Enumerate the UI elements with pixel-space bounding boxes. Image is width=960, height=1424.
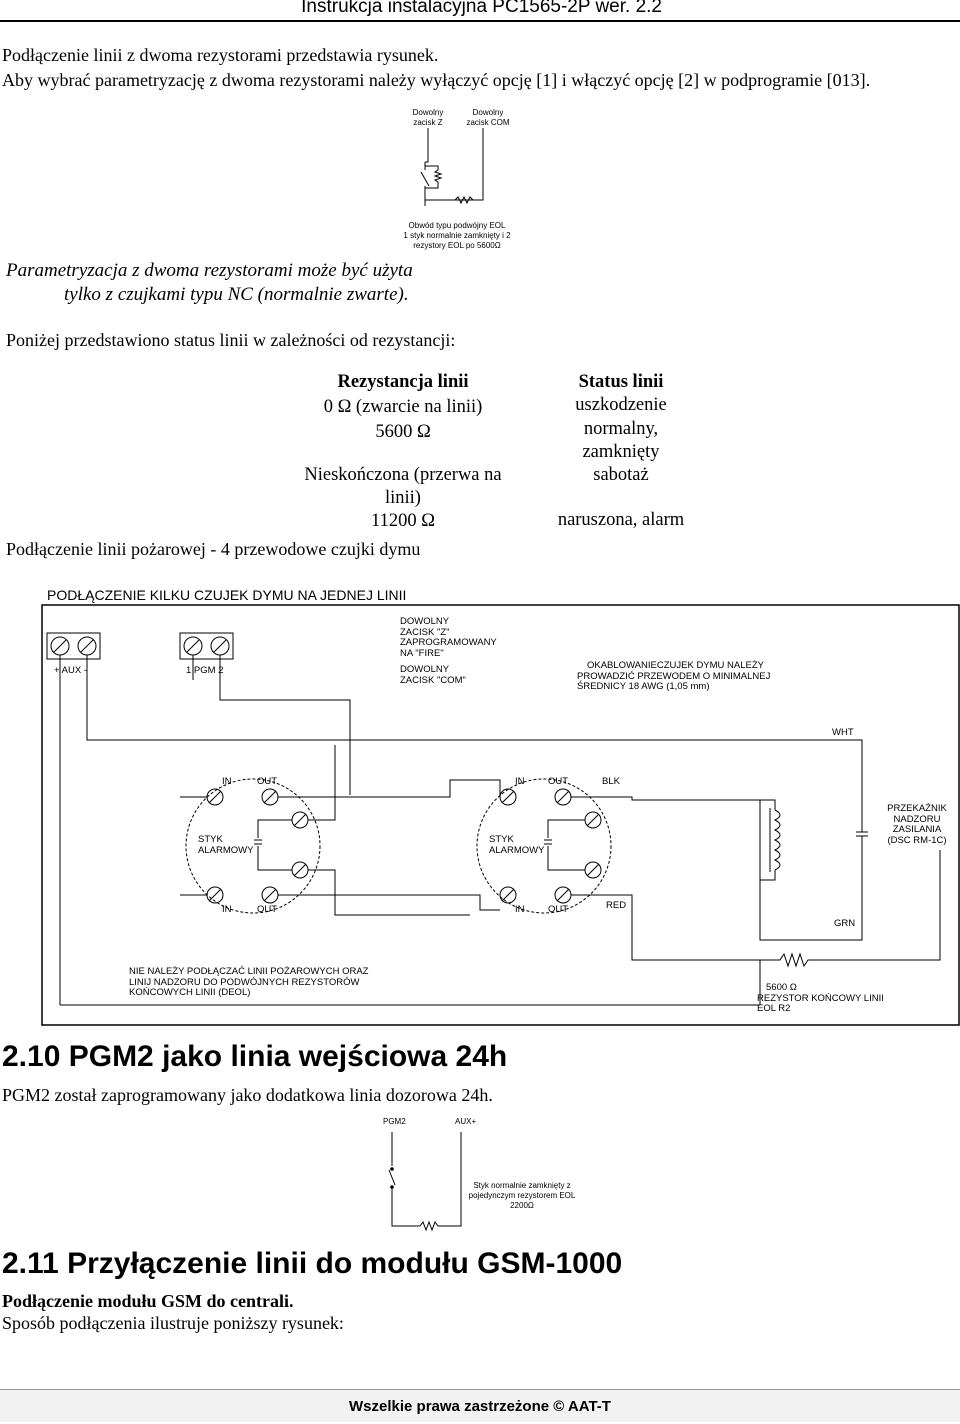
detector-2-out-bottom: OUT <box>548 904 569 915</box>
pgm-label: 1 PGM 2 <box>186 665 224 676</box>
detector-2-out-top: OUT <box>548 776 569 787</box>
zone-z-label: DOWOLNY ZACISK "Z" ZAPROGRAMOWANY NA "FIRE" <box>400 616 497 659</box>
footer: Wszelkie prawa zastrzeżone © AAT-T <box>0 1389 960 1422</box>
section-2-11-heading: 2.11 Przyłączenie linii do modułu GSM-1000 <box>2 1247 623 1280</box>
table-cell-resistance: 11200 Ω <box>371 511 435 531</box>
table-cell-resistance: 0 Ω (zwarcie na linii) <box>323 397 483 417</box>
table-cell-status: naruszona, alarm <box>557 510 685 530</box>
detector-1-in-top: IN <box>222 776 232 787</box>
pgm2-terminal-label: PGM2 <box>383 1117 406 1126</box>
intro-line-2: Aby wybrać parametryzację z dwoma rezystorami należy wyłączyć opcję [1] i włączyć opcję [2] w podprogramie [013]. <box>2 70 871 90</box>
section-2-11-text: Sposób podłączenia ilustruje poniższy rysunek: <box>2 1313 344 1333</box>
document-header: Instrukcja instalacyjna PC1565-2P wer. 2.2 <box>301 0 662 17</box>
pgm2-caption: Styk normalnie zamknięty z pojedynczym rezystorem EOL 2200Ω <box>468 1181 576 1210</box>
zone-com-label: DOWOLNY ZACISK "COM" <box>400 664 466 686</box>
detector-2-contact-label: STYK ALARMOWY <box>489 834 545 856</box>
section-2-11-bold: Podłączenie modułu GSM do centrali. <box>2 1291 294 1311</box>
note-line-1: Parametryzacja z dwoma rezystorami może być użyta <box>6 260 413 281</box>
detector-1-out-bottom: OUT <box>257 904 278 915</box>
eol-caption: Obwód typu podwójny EOL 1 styk normalnie zamknięty i 2 rezystory EOL po 5600Ω <box>403 221 511 250</box>
wiring-note: OKABLOWANIECZUJEK DYMU NALEŻY PROWADZIĆ PRZEWODEM O MINIMALNEJ ŚREDNICY 18 AWG (1,05 mm) <box>577 660 771 692</box>
table-cell-resistance: Nieskończona (przerwa na linii) <box>304 465 502 508</box>
deol-warning: NIE NALEŻY PODŁĄCZAĆ LINII POŻAROWYCH ORAZ LINIJ NADZORU DO PODWÓJNYCH REZYSTORÓW KOŃCOWYCH LINII (DEOL) <box>129 966 369 998</box>
eol-resistor-label: 5600 Ω REZYSTOR KOŃCOWY LINII EOL R2 <box>757 982 884 1014</box>
note-line-2: tylko z czujkami typu NC (normalnie zwarte). <box>64 284 409 305</box>
wire-grn-label: GRN <box>834 918 856 929</box>
aux-label: + AUX - <box>54 665 87 676</box>
table-cell-status: normalny, zamknięty <box>582 419 660 462</box>
detector-2-in-top: IN <box>515 776 525 787</box>
detector-1-out-top: OUT <box>257 776 278 787</box>
table-header-resistance: Rezystancja linii <box>337 372 469 392</box>
table-cell-resistance: 5600 Ω <box>375 422 431 442</box>
section-2-10-text: PGM2 został zaprogramowany jako dodatkowa linia dozorowa 24h. <box>2 1085 493 1105</box>
wire-blk-label: BLK <box>602 776 620 787</box>
detector-2-in-bottom: IN <box>515 904 525 915</box>
table-cell-status: uszkodzenie <box>575 395 667 415</box>
table-cell-status: sabotaż <box>593 465 649 485</box>
wire-wht-label: WHT <box>832 727 854 738</box>
intro-line-1: Podłączenie linii z dwoma rezystorami przedstawia rysunek. <box>2 45 439 65</box>
status-intro: Poniżej przedstawiono status linii w zależności od rezystancji: <box>6 330 456 350</box>
section-2-10-heading: 2.10 PGM2 jako linia wejściowa 24h <box>2 1040 508 1073</box>
pgm2-circuit <box>389 1132 461 1230</box>
eol-circuit <box>421 128 483 206</box>
detector-1-in-bottom: IN <box>222 904 232 915</box>
term-z-label: Dowolny zacisk Z <box>412 108 444 127</box>
table-header-status: Status linii <box>578 372 664 392</box>
fire-intro: Podłączenie linii pożarowej - 4 przewodowe czujki dymu <box>6 539 421 559</box>
wire-red-label: RED <box>606 900 627 911</box>
auxplus-terminal-label: AUX+ <box>455 1117 477 1126</box>
relay-label: PRZEKAŹNIK NADZORU ZASILANIA (DSC RM-1C) <box>887 803 947 846</box>
term-com-label: Dowolny zacisk COM <box>466 108 510 127</box>
smoke-diagram-title: PODŁĄCZENIE KILKU CZUJEK DYMU NA JEDNEJ LINII <box>47 587 407 603</box>
smoke-diagram-frame <box>42 605 959 1025</box>
detector-1-contact-label: STYK ALARMOWY <box>198 834 254 856</box>
